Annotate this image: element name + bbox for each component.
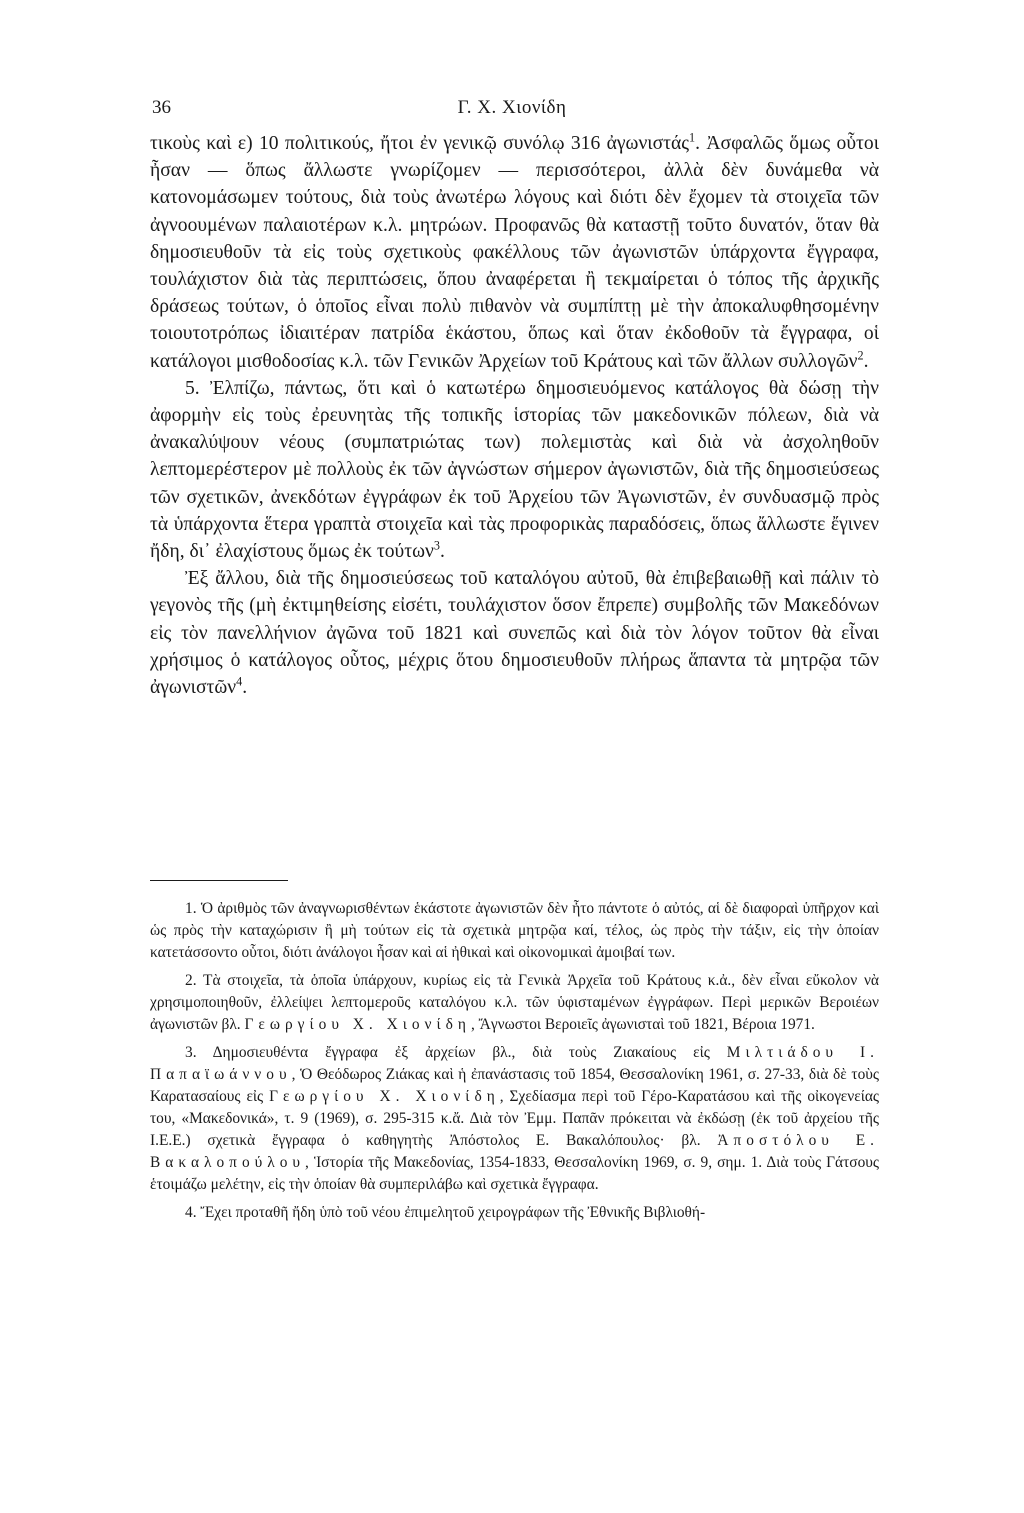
paragraph-2-text: 5. Ἐλπίζω, πάντως, ὅτι καὶ ὁ κατωτέρω δημοσιευόμενος κατάλογος θὰ δώσῃ τὴν ἀφορμὴν εἰς τοὺς ἐρευνητὰς τῆς τοπικῆς ἱστορίας τῶν μακεδονικῶν πόλεων, διὰ νὰ ἀνακαλύψουν νέους (συμπατριώτας των) πολεμιστὰς καὶ διὰ νὰ ἀσχοληθοῦν λεπτομερέστερον μὲ πολλοὺς ἐκ τῶν ἀγνώστων σήμερον ἀγωνιστῶν, διὰ τῆς δημοσιεύσεως τῶν σχετικῶν, ἀνεκδότων ἐγγράφων ἐκ τοῦ Ἀρχείου τῶν Ἀγωνιστῶν, ἐν συνδυασμῷ πρὸς τὰ ὑπάρχοντα ἕτερα γραπτὰ στοιχεῖα καὶ τὰς προφορικὰς παραδόσεις, ὅπως ἄλλωστε ἔγινεν ἤδη, δι᾽ ἐλαχίστους ὅμως ἐκ τούτων — [150, 377, 879, 563]
footnote-3 — [150, 1042, 879, 1196]
footnote-ref-2: 2 — [857, 348, 864, 363]
footnote-2-author: Γεωργίου Χ. Χιονίδη — [244, 1016, 471, 1033]
footnote-3-text-c: , Σχεδίασμα περὶ τοῦ Γέρο-Καρατάσου καὶ τῆς οἰκογενείας του, «Μακεδονικά», τ. 9 (1969), σ. 295-315 κ.ἄ. Διὰ τὸν Ἐμμ. Παπᾶν πρόκειται νὰ ἐκδώσῃ (ἐκ τοῦ ἀρχείου τῆς Ι.Ε.Ε.) σχετικὰ ἔγγραφα ὁ καθηγητὴς Ἀπόστολος Ε. Βακαλόπουλος· βλ. — [150, 1088, 879, 1149]
footnote-2 — [150, 970, 879, 1036]
footnote-4: 4. Ἔχει προταθῆ ἤδη ὑπὸ τοῦ νέου ἐπιμελητοῦ χειρογράφων τῆς Ἐθνικῆς Βιβλιοθή- — [185, 1204, 706, 1221]
footnote-ref-1: 1 — [689, 130, 696, 145]
footnote-ref-3: 3 — [433, 538, 440, 553]
page-number: 36 — [152, 97, 171, 118]
footnotes — [150, 898, 879, 1224]
paragraph-3: Ἐξ ἄλλου, διὰ τῆς δημοσιεύσεως τοῦ καταλόγου αὐτοῦ, θὰ ἐπιβεβαιωθῇ καὶ πάλιν τὸ γεγονὸς τῆς (μὴ ἐκτιμηθείσης εἰσέτι, τουλάχιστον ὅσον ἔπρεπε) συμβολῆς τῶν Μακεδόνων εἰς τὸν πανελλήνιον ἀγῶνα τοῦ 1821 καὶ συνεπῶς καὶ διὰ τὸν λόγον τοῦτον θὰ εἶναι χρήσιμος ὁ κατάλογος οὗτος, μέχρις ὅτου δημοσιευθοῦν πλήρως ἅπαντα τὰ μητρῷα τῶν ἀγωνιστῶν$^4$. — [150, 568, 879, 699]
paragraph-1-text-a: τικοὺς καὶ ε) 10 πολιτικούς, ἤτοι ἐν γενικῷ συνόλῳ 316 ἀγωνιστάς — [150, 133, 690, 154]
footnote-1: 1. Ὁ ἀριθμὸς τῶν ἀναγνωρισθέντων ἑκάστοτε ἀγωνιστῶν δὲν ἦτο πάντοτε ὁ αὐτός, αἱ δὲ διαφοραὶ ὑπῆρχον καὶ ὡς πρὸς τὴν καταχώρισιν ἢ μὴ τούτων εἰς τὰ σχετικὰ μητρῷα καί, τέλος, ὡς πρὸς τὴν τάξιν, εἰς τὴν ὁποίαν κατετάσσοντο οὗτοι, διότι ἀνάλογοι ἦσαν καὶ αἱ ἠθικαὶ καὶ οἰκονομικαὶ ἀμοιβαί των. — [150, 900, 879, 961]
footnote-3-author-1: Μιλτιάδου Ι. Παπαϊωάννου — [150, 1044, 879, 1083]
footnote-separator — [150, 880, 288, 881]
paragraph-1: τικοὺς καὶ ε) 10 πολιτικούς, ἤτοι ἐν γενικῷ συνόλῳ 316 ἀγωνιστάς$^1$. Ἀσφαλῶς ὅμως οὗτοι ἦσαν — ὅπως ἄλλωστε γνωρίζομεν — περισσότεροι, ἀλλὰ δὲν δυνάμεθα νὰ κατονομάσωμεν τούτους, διὰ τοὺς ἀνωτέρω λόγους καὶ διότι δὲν ἔχομεν τὰ στοιχεῖα τῶν ἀγνοουμένων παλαιοτέρων κ.λ. μητρώων. Προφανῶς θὰ καταστῇ τοῦτο δυνατόν, ὅταν θὰ δημοσιευθοῦν τὰ εἰς τοὺς σχετικοὺς φακέλλους τῶν ἀγωνιστῶν ὑπάρχοντα ἔγγραφα, τουλάχιστον διὰ τὰς περιπτώσεις, ὅπου ἀναφέρεται ἢ τεκμαίρεται ὁ τόπος τῆς ἀρχικῆς δράσεως τούτων, ὁ ὁποῖος εἶναι πολὺ πιθανὸν νὰ συμπίπτῃ μὲ τὴν ἀποκαλυφθησομένην τοιουτοτρόπως ἰδιαιτέραν πατρίδα ἑκάστου, ὅπως καὶ ὅταν ἐκδοθοῦν τὰ ἔγγραφα, οἱ κατάλογοι μισθοδοσίας κ.λ. τῶν Γενικῶν Ἀρχείων τοῦ Κράτους καὶ τῶν ἄλλων συλλογῶν$^2$. — [150, 130, 880, 372]
paragraph-1-text-b: . Ἀσφαλῶς ὅμως οὗτοι ἦσαν — ὅπως ἄλλωστε γνωρίζομεν — περισσότεροι, ἀλλὰ δὲν δυνάμεθα νὰ κατονομάσωμεν τούτους, διὰ τοὺς ἀνωτέρω λόγους καὶ διότι δὲν ἔχομεν τὰ στοιχεῖα τῶν ἀγνοουμένων παλαιοτέρων κ.λ. μητρώων. Προφανῶς θὰ καταστῇ τοῦτο δυνατόν, ὅταν θὰ δημοσιευθοῦν τὰ εἰς τοὺς σχετικοὺς φακέλλους τῶν ἀγωνιστῶν ὑπάρχοντα ἔγγραφα, τουλάχιστον διὰ τὰς περιπτώσεις, ὅπου ἀναφέρεται ἢ τεκμαίρεται ὁ τόπος τῆς ἀρχικῆς δράσεως τούτων, ὁ ὁποῖος εἶναι πολὺ πιθανὸν νὰ συμπίπτῃ μὲ τὴν ἀποκαλυφθησομένην τοιουτοτρόπως ἰδιαιτέραν πατρίδα ἑκάστου, ὅπως καὶ ὅταν ἐκδοθοῦν τὰ ἔγγραφα, οἱ κατάλογοι μισθοδοσίας κ.λ. τῶν Γενικῶν Ἀρχείων τοῦ Κράτους καὶ τῶν ἄλλων συλλογῶν — [150, 133, 880, 372]
paragraph-3-text: Ἐξ ἄλλου, διὰ τῆς δημοσιεύσεως τοῦ καταλόγου αὐτοῦ, θὰ ἐπιβεβαιωθῇ καὶ πάλιν τὸ γεγονὸς τῆς (μὴ ἐκτιμηθείσης εἰσέτι, τουλάχιστον ὅσον ἔπρεπε) συμβολῆς τῶν Μακεδόνων εἰς τὸν πανελλήνιον ἀγῶνα τοῦ 1821 καὶ συνεπῶς καὶ διὰ τὸν λόγον τοῦτον θὰ εἶναι χρήσιμος ὁ κατάλογος οὗτος, μέχρις ὅτου δημοσιευθοῦν πλήρως ἅπαντα τὰ μητρῷα τῶν ἀγωνιστῶν — [150, 568, 879, 699]
paragraph-2: 5. Ἐλπίζω, πάντως, ὅτι καὶ ὁ κατωτέρω δημοσιευόμενος κατάλογος θὰ δώσῃ τὴν ἀφορμὴν εἰς τοὺς ἐρευνητὰς τῆς τοπικῆς ἱστορίας τῶν μακεδονικῶν πόλεων, διὰ νὰ ἀνακαλύψουν νέους (συμπατριώτας των) πολεμιστὰς καὶ διὰ νὰ ἀσχοληθοῦν λεπτομερέστερον μὲ πολλοὺς ἐκ τῶν ἀγνώστων σήμερον ἀγωνιστῶν, διὰ τῆς δημοσιεύσεως τῶν σχετικῶν, ἀνεκδότων ἐγγράφων ἐκ τοῦ Ἀρχείου τῶν Ἀγωνιστῶν, ἐν συνδυασμῷ πρὸς τὰ ὑπάρχοντα ἕτερα γραπτὰ στοιχεῖα καὶ τὰς προφορικὰς παραδόσεις, ὅπως ἄλλωστε ἔγινεν ἤδη, δι᾽ ἐλαχίστους ὅμως ἐκ τούτων$^3$. — [150, 377, 879, 563]
footnote-3-text-b: , Ὁ Θεόδωρος Ζιάκας καὶ ἡ ἐπανάστασις τοῦ 1854, Θεσσαλονίκη 1961, σ. 27-33, διὰ δὲ τοὺς Καρατασαίους εἰς — [150, 1066, 879, 1105]
footnote-3-text-d: , Ἱστορία τῆς Μακεδονίας, 1354-1833, Θεσσαλονίκη 1969, σ. 9, σημ. 1. Διὰ τοὺς Γάτσους ἑτοιμάζω μελέτην, εἰς τὴν ὁποίαν θὰ συμπεριλάβω καὶ σχετικὰ ἔγγραφα. — [150, 1154, 879, 1193]
footnote-3-author-3: Ἀποστόλου Ε. Βακαλοπούλου — [150, 1132, 879, 1171]
footnote-2-text-b: , Ἄγνωστοι Βεροιεῖς ἀγωνισταὶ τοῦ 1821, Βέροια 1971. — [470, 1016, 815, 1033]
footnote-ref-4: 4 — [236, 674, 243, 689]
footnote-3-text-a: 3. Δημοσιευθέντα ἔγγραφα ἐξ ἀρχείων βλ., διὰ τοὺς Ζιακαίους εἰς — [185, 1044, 727, 1061]
running-head: Γ. Χ. Χιονίδη — [457, 97, 567, 118]
footnote-3-author-2: Γεωργίου Χ. Χιονίδη — [269, 1088, 500, 1105]
main-text — [150, 130, 879, 701]
footnote-2-text-a: 2. Τὰ στοιχεῖα, τὰ ὁποῖα ὑπάρχουν, κυρίως εἰς τὰ Γενικὰ Ἀρχεῖα τοῦ Κράτους κ.ἀ., δὲν εἶναι εὔκολον νὰ χρησιμοποιηθοῦν, ἐλλείψει λεπτομεροῦς καταλόγου κ.λ. τῶν ὑφισταμένων ἐγγράφων. Περὶ μερικῶν Βεροιέων ἀγωνιστῶν βλ. — [150, 972, 879, 1033]
